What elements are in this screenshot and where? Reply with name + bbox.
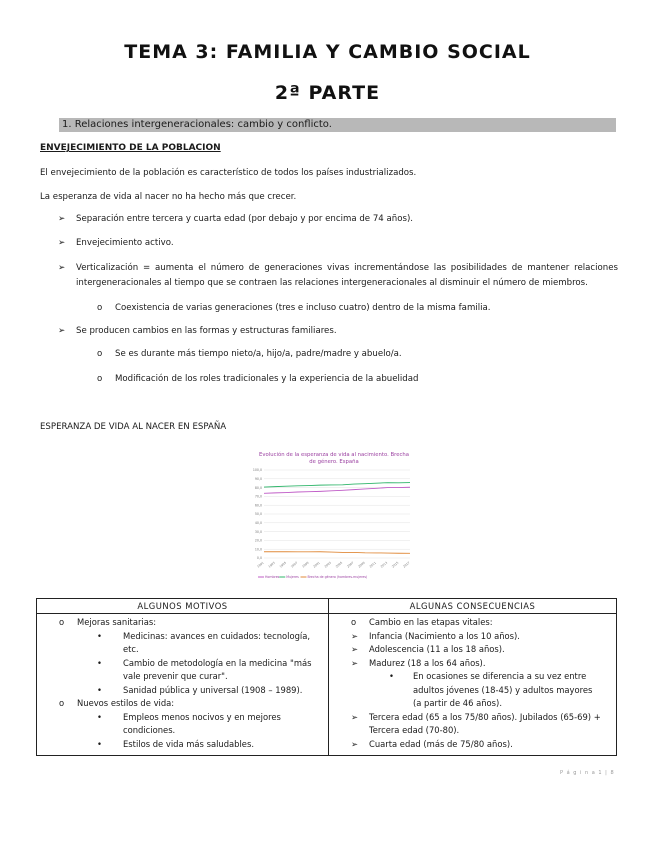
x-tick-label: 2011 <box>368 560 377 569</box>
sub-bullet-item: o Coexistencia de varias generaciones (tres e incluso cuatro) dentro de la misma familia. <box>97 301 617 316</box>
arrow-bullet-icon: ➢ <box>351 630 359 641</box>
chart-title: Evolución de la esperanza de vida al nacimiento. Brecha de género. España <box>259 452 409 465</box>
x-tick-label: 2013 <box>379 560 389 569</box>
x-tick-label: 2009 <box>357 560 366 569</box>
y-tick-label: 30,0 <box>254 529 262 534</box>
circle-bullet-icon: o <box>351 617 357 627</box>
circle-bullet-icon: o <box>97 303 103 313</box>
x-tick-label: 1997 <box>289 560 299 569</box>
series-line-0 <box>264 487 410 493</box>
heading-envejecimiento: ENVEJECIMIENTO DE LA POBLACION <box>40 143 221 153</box>
series-line-2 <box>264 552 410 554</box>
section-heading-bar: 1. Relaciones intergeneracionales: cambio y conflicto. <box>59 118 616 132</box>
circle-bullet-icon: o <box>59 617 65 627</box>
legend-label: Hombres <box>265 575 280 580</box>
paragraph-1: El envejecimiento de la población es característico de todos los países industrializados. <box>40 168 417 178</box>
table-header-consecuencias: ALGUNAS CONSECUENCIAS <box>329 599 617 614</box>
page-subtitle: 2ª PARTE <box>274 82 381 104</box>
list-item: • Medicinas: avances en cuidados: tecnología, etc. <box>97 630 311 654</box>
x-tick-label: 1993 <box>267 560 276 569</box>
arrow-bullet-icon: ➢ <box>58 326 66 336</box>
arrow-bullet-icon: ➢ <box>58 238 66 248</box>
x-tick-label: 2003 <box>323 560 333 569</box>
y-tick-label: 10,0 <box>254 547 262 552</box>
page-number-footer: P á g i n a 1 | 8 <box>560 770 615 776</box>
bullet-item: ➢ Se producen cambios en las formas y estructuras familiares. <box>58 324 618 339</box>
dot-bullet-icon: • <box>389 671 394 681</box>
circle-bullet-icon: o <box>59 698 65 708</box>
list-item: o Cambio en las etapas vitales: <box>329 616 616 630</box>
table-cell-left <box>37 614 329 756</box>
x-tick-label: 2007 <box>346 560 355 569</box>
y-tick-label: 50,0 <box>254 512 262 517</box>
circle-bullet-icon: o <box>97 349 103 359</box>
x-tick-label: 2015 <box>390 560 400 569</box>
y-tick-label: 80,0 <box>254 485 262 490</box>
list-item: ➢ Tercera edad (65 a los 75/80 años). Jubilados (65-69) + Tercera edad (70-80). <box>351 711 601 735</box>
x-tick-label: 1995 <box>278 560 288 569</box>
y-tick-label: 20,0 <box>254 538 262 543</box>
legend-label: Mujeres <box>286 575 299 580</box>
arrow-bullet-icon: ➢ <box>58 214 66 224</box>
dot-bullet-icon: • <box>97 657 102 668</box>
arrow-bullet-icon: ➢ <box>58 263 66 273</box>
table-header-motivos: ALGUNOS MOTIVOS <box>37 599 329 614</box>
legend-label: Brecha de género (hombres-mujeres) <box>307 575 368 580</box>
list-item: • Sanidad pública y universal (1908 – 1989). <box>37 684 328 698</box>
y-tick-label: 0,0 <box>256 556 262 561</box>
list-item: • En ocasiones se diferencia a su vez entre adultos jóvenes (18-45) y adultos mayores (a partir de 46 años). <box>389 671 593 708</box>
y-tick-label: 90,0 <box>254 477 262 481</box>
list-item: • Empleos menos nocivos y en mejores condiciones. <box>97 711 281 735</box>
y-tick-label: 40,0 <box>254 521 262 525</box>
dot-bullet-icon: • <box>97 630 102 641</box>
list-item: ➢ Infancia (Nacimiento a los 10 años). <box>329 630 616 644</box>
life-expectancy-chart <box>250 452 418 584</box>
y-tick-label: 70,0 <box>254 494 262 499</box>
sub-bullet-item: o Modificación de los roles tradicionales y la experiencia de la abuelidad <box>97 372 617 387</box>
list-item: ➢ Cuarta edad (más de 75/80 años). <box>329 738 616 752</box>
bullet-item: ➢ Separación entre tercera y cuarta edad (por debajo y por encima de 74 años). <box>58 212 618 227</box>
list-item: • Estilos de vida más saludables. <box>37 738 328 752</box>
y-tick-label: 100,0 <box>252 468 262 473</box>
arrow-bullet-icon: ➢ <box>351 644 359 654</box>
page-title: TEMA 3: FAMILIA Y CAMBIO SOCIAL <box>124 41 531 63</box>
x-tick-label: 1999 <box>301 560 310 569</box>
y-tick-label: 60,0 <box>254 503 262 508</box>
arrow-bullet-icon: ➢ <box>351 711 359 722</box>
dot-bullet-icon: • <box>97 684 102 695</box>
chart-caption: ESPERANZA DE VIDA AL NACER EN ESPAÑA <box>40 422 227 432</box>
arrow-bullet-icon: ➢ <box>351 738 359 749</box>
dot-bullet-icon: • <box>97 738 102 749</box>
motives-consequences-table <box>36 598 617 756</box>
list-item: ➢ Adolescencia (11 a los 18 años). <box>329 643 616 657</box>
list-item: • Cambio de metodología en la medicina "más vale prevenir que curar". <box>97 657 312 681</box>
arrow-bullet-icon: ➢ <box>351 657 359 668</box>
list-item: o Nuevos estilos de vida: <box>37 697 328 711</box>
list-item: o Mejoras sanitarias: <box>37 616 328 630</box>
x-tick-label: 2017 <box>402 560 411 569</box>
bullet-item: ➢ Envejecimiento activo. <box>58 236 618 251</box>
sub-bullet-item: o Se es durante más tiempo nieto/a, hijo/a, padre/madre y abuelo/a. <box>97 347 617 362</box>
circle-bullet-icon: o <box>97 374 103 384</box>
x-tick-label: 2005 <box>334 560 344 569</box>
dot-bullet-icon: • <box>97 711 102 722</box>
x-tick-label: 1991 <box>256 560 265 569</box>
list-item: ➢ Madurez (18 a los 64 años). <box>329 657 616 671</box>
x-tick-label: 2001 <box>312 560 321 569</box>
series-line-1 <box>264 483 410 487</box>
table-cell-right <box>329 614 617 756</box>
paragraph-2: La esperanza de vida al nacer no ha hecho más que crecer. <box>40 192 297 202</box>
bullet-item: ➢ Verticalización = aumenta el número de generaciones vivas incrementándose las posibilidades de mantener relaciones intergeneracionales al tiempo que se contraen las relaciones intergeneracionales al disminuir el número de miembros. <box>58 263 618 288</box>
